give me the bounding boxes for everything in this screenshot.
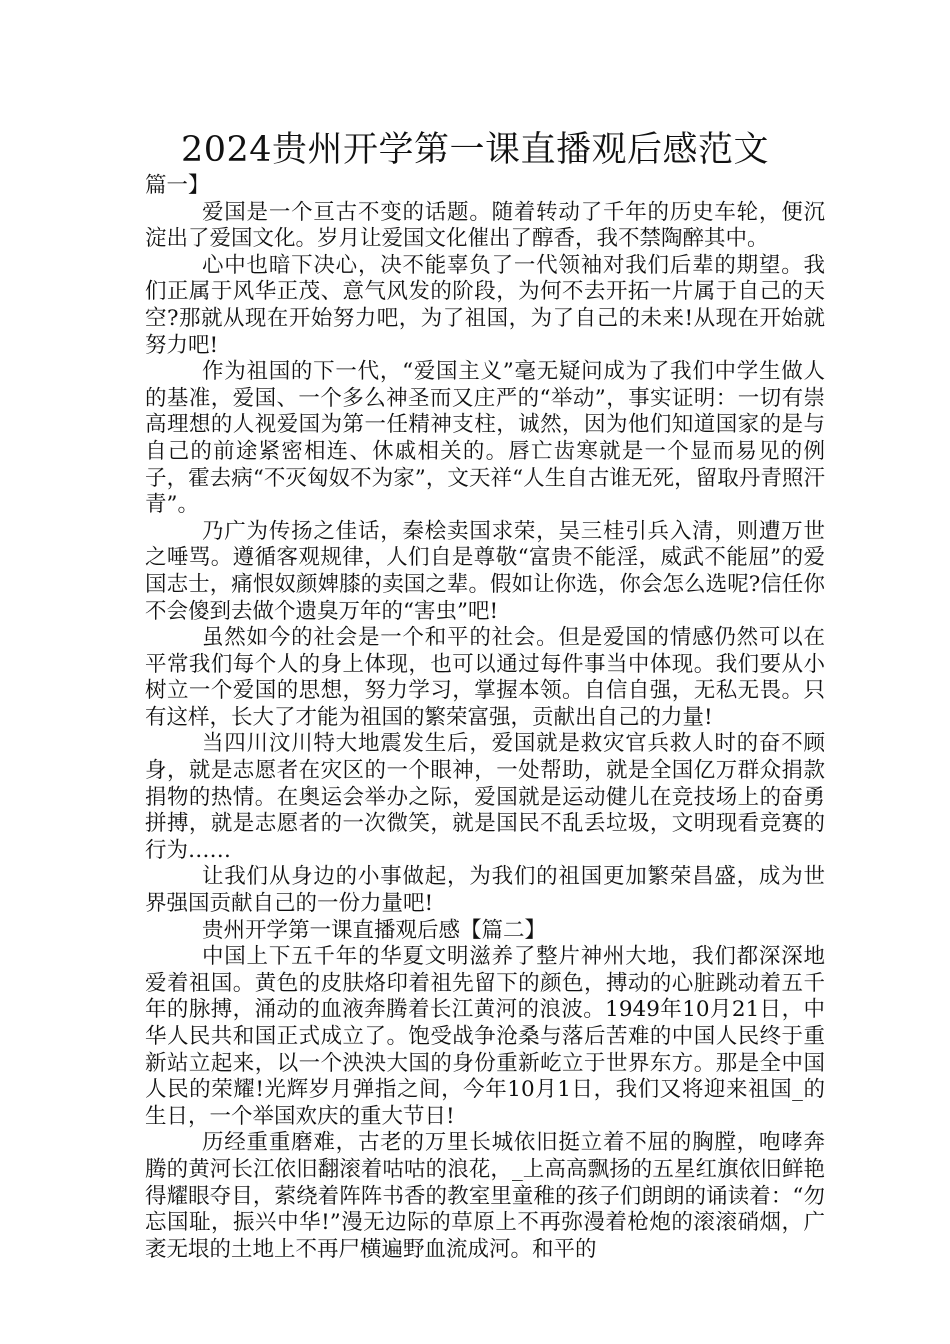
paragraph: 中国上下五千年的华夏文明滋养了整片神州大地，我们都深深地爱着祖国。黄色的皮肤烙印着祖先留下的颜色，搏动的心脏跳动着五千年的脉搏，涌动的血液奔腾着长江黄河的浪波。1949年10月21日，中华人民共和国正式成立了。饱受战争沧桑与落后苦难的中国人民终于重新站立起来，以一个泱泱大国的身份重新屹立于世界东方。那是全中国人民的荣耀!光辉岁月弹指之间，今年10月1日，我们又将迎来祖国_的生日，一个举国欢庆的重大节日!	[145, 944, 825, 1129]
paragraph: 作为祖国的下一代，“爱国主义”毫无疑问成为了我们中学生做人的基准，爱国、一个多么神圣而又庄严的“举动”，事实证明：一切有崇高理想的人视爱国为第一任精神支柱，诚然，因为他们知道国家的是与自己的前途紧密相连、休戚相关的。唇亡齿寒就是一个显而易见的例子，霍去病“不灭匈奴不为家”，文天祥“人生自古谁无死，留取丹青照汗青”。	[145, 359, 825, 518]
document-body	[145, 173, 825, 1263]
paragraph: 历经重重磨难，古老的万里长城依旧挺立着不屈的胸膛，咆哮奔腾的黄河长江依旧翻滚着咕咕的浪花，_上高高飘扬的五星红旗依旧鲜艳得耀眼夺目，萦绕着阵阵书香的教室里童稚的孩子们朗朗的诵读着：“勿忘国耻，振兴中华!”漫无边际的草原上不再弥漫着枪炮的滚滚硝烟，广袤无垠的土地上不再尸横遍野血流成河。和平的	[145, 1130, 825, 1262]
paragraph: 当四川汶川特大地震发生后，爱国就是救灾官兵救人时的奋不顾身，就是志愿者在灾区的一个眼神，一处帮助，就是全国亿万群众捐款捐物的热情。在奥运会举办之际，爱国就是运动健儿在竞技场上的奋勇拼搏，就是志愿者的一次微笑，就是国民不乱丢垃圾，文明现看竞赛的行为……	[145, 731, 825, 863]
paragraph: 心中也暗下决心，决不能辜负了一代领袖对我们后辈的期望。我们正属于风华正茂、意气风发的阶段，为何不去开拓一片属于自己的天空?那就从现在开始努力吧，为了祖国，为了自己的未来!从现在开始就努力吧!	[145, 252, 825, 358]
paragraph: 乃广为传扬之佳话，秦桧卖国求荣，吴三桂引兵入清，则遭万世之唾骂。遵循客观规律，人们自是尊敬“富贵不能淫，威武不能屈”的爱国志士，痛恨奴颜婢膝的卖国之辈。假如让你选，你会怎么选呢?信任你不会傻到去做个遗臭万年的“害虫”吧!	[145, 518, 825, 624]
section-one-label: 篇一】	[145, 173, 210, 198]
paragraph: 让我们从身边的小事做起，为我们的祖国更加繁荣昌盛，成为世界强国贡献自己的一份力量吧!	[145, 864, 825, 917]
section-two-heading: 贵州开学第一课直播观后感【篇二】	[202, 917, 547, 943]
paragraph: 爱国是一个亘古不变的话题。随着转动了千年的历史车轮，便沉淀出了爱国文化。岁月让爱国文化催出了醇香，我不禁陶醉其中。	[145, 199, 825, 252]
document-title: 2024贵州开学第一课直播观后感范文	[180, 130, 770, 170]
paragraph: 虽然如今的社会是一个和平的社会。但是爱国的情感仍然可以在平常我们每个人的身上体现，也可以通过每件事当中体现。我们要从小树立一个爱国的思想，努力学习，掌握本领。自信自强，无私无畏。只有这样，长大了才能为祖国的繁荣富强，贡献出自己的力量!	[145, 625, 825, 730]
